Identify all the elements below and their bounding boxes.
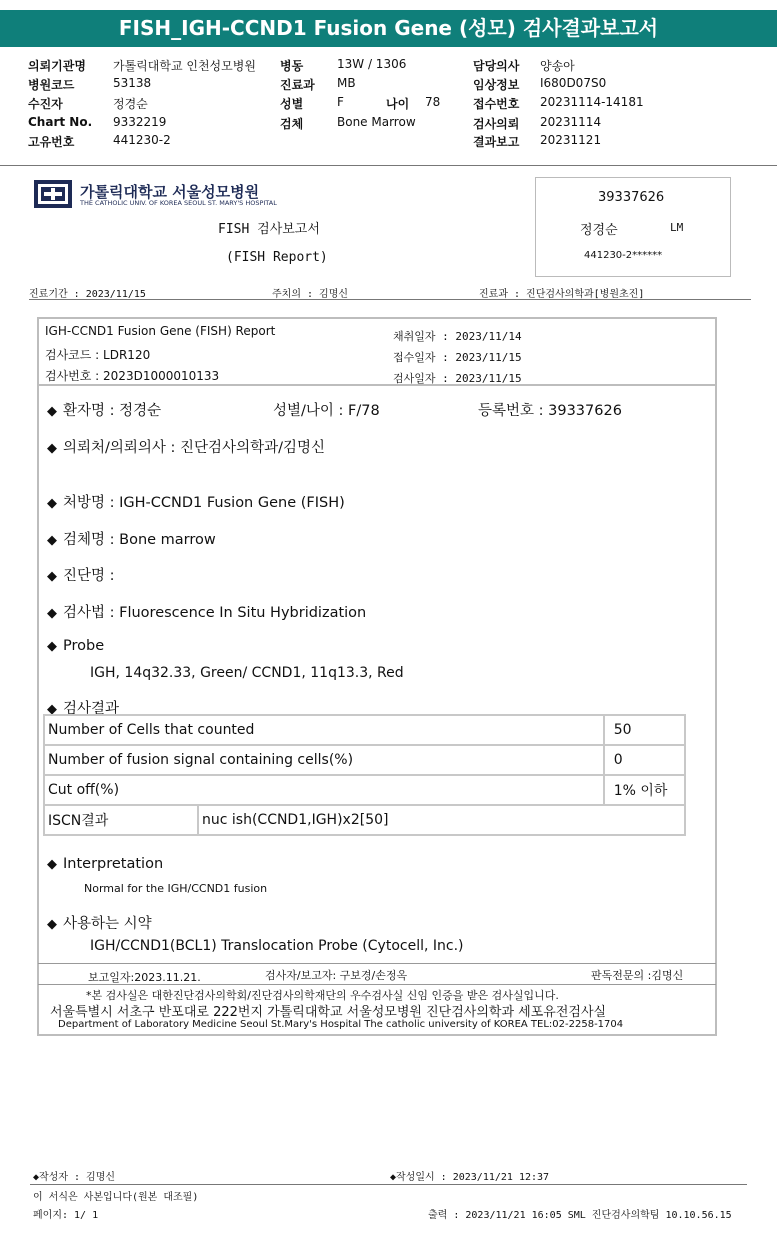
result-value: 0 — [604, 745, 685, 775]
test-date: 검사일자 : 2023/11/15 — [393, 372, 522, 385]
header-age: 나이 — [386, 97, 410, 111]
visit-department: 진료과 : 진단검사의학과[병원초진] — [479, 289, 645, 300]
header-patient: 수진자 — [28, 97, 63, 111]
header-sex: 성별 — [280, 97, 304, 111]
diagnosis-row: ◆ 진단명 : — [47, 568, 115, 584]
diamond-bullet-icon: ◆ — [47, 606, 57, 621]
prescription-row: ◆ 처방명 : IGH-CCND1 Fusion Gene (FISH) — [47, 495, 345, 511]
header-specimen-value: Bone Marrow — [337, 115, 416, 129]
header-clinical-info-value: I680D07S0 — [540, 76, 607, 90]
header-department-value: MB — [337, 76, 356, 90]
lab-address: 서울특별시 서초구 반포대로 222번지 가톨릭대학교 서울성모병원 진단검사의학과 세포유전검사실 — [50, 1005, 607, 1020]
header-unique-no-value: 441230-2 — [113, 133, 171, 147]
header-sex-value: F — [337, 95, 344, 109]
header-ward-value: 13W / 1306 — [337, 57, 407, 71]
judge: 판독전문의 :김명신 — [591, 969, 684, 982]
header-divider — [0, 165, 777, 166]
visit-info-line — [29, 283, 751, 300]
report-title-ko: FISH 검사보고서 — [218, 222, 320, 237]
report-title-bar — [0, 10, 777, 47]
table-row — [44, 745, 685, 775]
diamond-bullet-icon: ◆ — [47, 533, 57, 548]
interpretation-value: Normal for the IGH/CCND1 fusion — [84, 882, 268, 895]
header-specimen: 검체 — [280, 117, 304, 131]
footer-divider — [30, 1184, 747, 1185]
report-title-en: (FISH Report) — [226, 250, 328, 265]
visit-period: 진료기간 : 2023/11/15 — [29, 289, 146, 300]
interpretation-row: ◆ Interpretation — [47, 856, 164, 872]
patient-box-name: 정경순 — [580, 223, 618, 238]
diamond-bullet-icon: ◆ — [47, 569, 57, 584]
table-row — [44, 805, 685, 835]
result-value: 50 — [604, 715, 685, 745]
diamond-bullet-icon: ◆ — [47, 857, 57, 872]
header-request-date: 검사의뢰 — [473, 117, 520, 131]
diamond-bullet-icon: ◆ — [47, 639, 57, 654]
certification-note: *본 검사실은 대한진단검사의학회/진단검사의학재단의 우수검사실 신임 인증을 받은 검사실입니다. — [86, 989, 559, 1002]
page-number: 페이지: 1/ 1 — [33, 1210, 99, 1221]
result-row: ◆ 검사결과 — [47, 701, 120, 717]
diamond-bullet-icon: ◆ — [47, 702, 57, 717]
patient-box-reg-no: 39337626 — [598, 190, 665, 205]
header-patient-value: 정경순 — [113, 97, 148, 111]
requester-row: ◆ 의뢰처/의뢰의사 : 진단검사의학과/김명신 — [47, 440, 325, 456]
probe-value: IGH, 14q32.33, Green/ CCND1, 11q13.3, Red — [90, 665, 404, 681]
header-receipt-no: 접수번호 — [473, 97, 520, 111]
test-number: 검사번호 : 2023D1000010133 — [45, 369, 220, 383]
header-ward: 병동 — [280, 59, 304, 73]
table-row — [44, 715, 685, 745]
header-doctor-value: 양송아 — [540, 59, 575, 73]
reagent-row: ◆ 사용하는 시약 — [47, 916, 152, 932]
patient-name-row: ◆ 환자명 : 정경순 — [47, 403, 162, 419]
header-receipt-no-value: 20231114-14181 — [540, 95, 644, 109]
writer: ◆작성자 : 김명신 — [33, 1172, 116, 1183]
attending-doctor: 주치의 : 김명신 — [272, 289, 349, 300]
report-name: IGH-CCND1 Fusion Gene (FISH) Report — [45, 324, 276, 338]
lab-department-en: Department of Laboratory Medicine Seoul St.Mary's Hospital The catholic university of KOREA TEL:02-2258-1704 — [58, 1019, 624, 1030]
header-doctor: 담당의사 — [473, 59, 520, 73]
header-hospital-value: 가톨릭대학교 인천성모병원 — [113, 59, 256, 73]
reagent-value: IGH/CCND1(BCL1) Translocation Probe (Cytocell, Inc.) — [90, 938, 464, 954]
reporter: 검사자/보고자: 구보경/손정옥 — [265, 969, 408, 982]
header-hospital: 의뢰기관명 — [28, 59, 86, 73]
header-result-date-value: 20231121 — [540, 133, 602, 147]
result-label: Cut off(%) — [44, 775, 604, 805]
specimen-row: ◆ 검체명 : Bone marrow — [47, 532, 216, 548]
report-header-divider — [37, 384, 717, 386]
written-at: ◆작성일시 : 2023/11/21 12:37 — [390, 1172, 550, 1183]
header-chart-no: Chart No. — [28, 115, 93, 129]
copy-note: 이 서식은 사본입니다(원본 대조필) — [33, 1192, 199, 1203]
patient-box-code: LM — [670, 221, 684, 234]
report-footer-divider — [38, 963, 716, 964]
diamond-bullet-icon: ◆ — [47, 441, 57, 456]
report-footer-divider — [38, 984, 716, 985]
hospital-name: 가톨릭대학교 서울성모병원 — [80, 183, 260, 201]
receive-date: 접수일자 : 2023/11/15 — [393, 351, 522, 364]
collect-date: 채취일자 : 2023/11/14 — [393, 330, 522, 343]
hospital-logo — [33, 179, 73, 209]
iscn-label: ISCN결과 — [44, 805, 198, 835]
diamond-bullet-icon: ◆ — [47, 496, 57, 511]
patient-box-id: 441230-2****** — [584, 250, 663, 261]
header-request-date-value: 20231114 — [540, 115, 602, 129]
diamond-bullet-icon: ◆ — [47, 404, 57, 419]
header-hospital-code-value: 53138 — [113, 76, 152, 90]
method-row: ◆ 검사법 : Fluorescence In Situ Hybridization — [47, 605, 367, 621]
sex-age: 성별/나이 : F/78 — [273, 403, 380, 419]
document-title: FISH_IGH-CCND1 Fusion Gene (성모) 검사결과보고서 — [118, 16, 659, 40]
probe-row: ◆ Probe — [47, 638, 105, 654]
result-label: Number of fusion signal containing cells(%) — [44, 745, 604, 775]
test-code: 검사코드 : LDR120 — [45, 348, 151, 362]
registration-number: 등록번호 : 39337626 — [478, 403, 622, 419]
hospital-subtitle: THE CATHOLIC UNIV. OF KOREA SEOUL ST. MARY'S HOSPITAL — [80, 199, 277, 207]
header-department: 진료과 — [280, 78, 315, 92]
patient-id-box — [535, 177, 731, 277]
output-info: 출력 : 2023/11/21 16:05 SML 진단검사의학팀 10.10.56.15 — [428, 1210, 732, 1221]
iscn-value: nuc ish(CCND1,IGH)x2[50] — [198, 805, 685, 835]
header-clinical-info: 임상정보 — [473, 78, 520, 92]
result-label: Number of Cells that counted — [44, 715, 604, 745]
header-unique-no: 고유번호 — [28, 135, 75, 149]
header-hospital-code: 병원코드 — [28, 78, 75, 92]
results-table — [43, 714, 686, 836]
diamond-bullet-icon: ◆ — [47, 917, 57, 932]
header-chart-no-value: 9332219 — [113, 115, 167, 129]
report-date: 보고일자:2023.11.21. — [88, 971, 201, 984]
hospital-emblem-icon — [33, 179, 73, 209]
header-age-value: 78 — [425, 95, 441, 109]
header-result-date: 결과보고 — [473, 135, 520, 149]
result-value: 1% 이하 — [604, 775, 685, 805]
table-row — [44, 775, 685, 805]
